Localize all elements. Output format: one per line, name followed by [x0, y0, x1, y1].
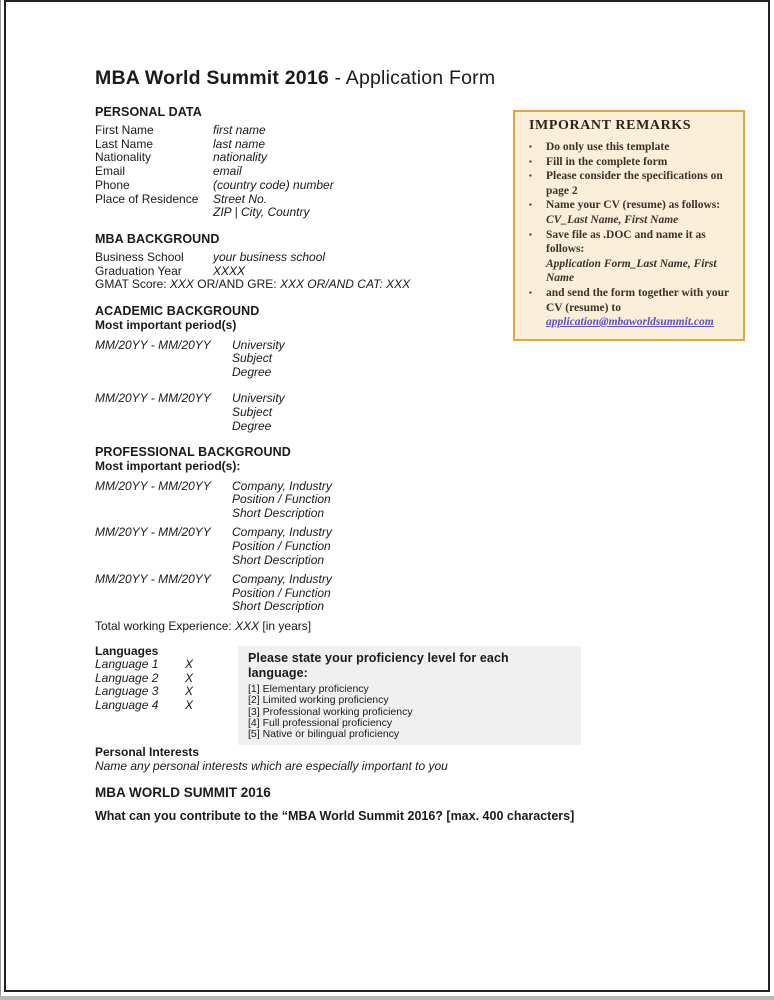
proficiency-level-5: [5] Native or bilingual proficiency [248, 728, 400, 741]
proficiency-level-2: [2] Limited working proficiency [248, 694, 389, 707]
proficiency-legend-title: Please state your proficiency level for each language: [248, 650, 509, 680]
page-edge-line [0, 0, 1, 1000]
remarks-list [527, 140, 735, 330]
remark-text: and send the form together with your CV (resume) to [546, 286, 729, 314]
period-details[interactable] [232, 480, 332, 521]
field-value[interactable]: XXXX [213, 263, 246, 278]
important-remarks-box [513, 110, 745, 341]
remark-filename: CV_Last Name, First Name [546, 213, 679, 226]
field-label: Nationality [95, 150, 152, 165]
period-date[interactable]: MM/20YY - MM/20YY [95, 391, 211, 406]
period-line: Company, Industry [232, 525, 332, 540]
period-line: Short Description [232, 505, 325, 520]
bullet-icon: ▪ [529, 229, 532, 239]
remark-item [527, 228, 735, 286]
remark-item [527, 155, 735, 170]
period-date[interactable]: MM/20YY - MM/20YY [95, 572, 211, 587]
language-level[interactable]: X [185, 684, 194, 699]
period-line: Position / Function [232, 585, 331, 600]
academic-period-row [95, 339, 715, 380]
remarks-heading: IMPORANT REMARKS [529, 118, 692, 133]
gre-label: OR/AND GRE: [193, 277, 280, 292]
period-line: Degree [232, 364, 272, 379]
page-shadow [0, 996, 774, 1000]
language-name[interactable]: Language 3 [95, 684, 159, 699]
section-mba-background: MBA BACKGROUND [95, 231, 220, 246]
period-line: Subject [232, 404, 273, 419]
section-academic-background: ACADEMIC BACKGROUND [95, 304, 260, 319]
gmat-value[interactable]: XXX [169, 277, 194, 292]
field-label: Business School [95, 249, 184, 264]
remark-item [527, 140, 735, 155]
period-date[interactable]: MM/20YY - MM/20YY [95, 337, 211, 352]
page-title-suffix: - Application Form [328, 67, 496, 89]
period-date[interactable]: MM/20YY - MM/20YY [95, 525, 211, 540]
remark-text-group [546, 228, 735, 286]
period-details[interactable] [232, 573, 332, 614]
proficiency-level-4: [4] Full professional proficiency [248, 716, 393, 729]
language-name[interactable]: Language 2 [95, 670, 159, 685]
period-line: Position / Function [232, 492, 331, 507]
remark-text: Please consider the specifications on page 2 [546, 170, 723, 197]
remark-item [527, 169, 735, 198]
remark-text: Do only use this template [546, 141, 670, 153]
field-value[interactable]: email [213, 164, 242, 179]
academic-period-row [95, 392, 715, 433]
proficiency-level-1: [1] Elementary proficiency [248, 682, 369, 695]
academic-subheading: Most important period(s) [95, 318, 237, 333]
remark-text: Fill in the complete form [546, 155, 668, 168]
field-label: Email [95, 164, 126, 179]
bullet-icon: ▪ [529, 287, 532, 297]
proficiency-level-3: [3] Professional working proficiency [248, 705, 413, 718]
language-level[interactable]: X [185, 698, 194, 713]
language-row [95, 699, 238, 713]
section-personal-interests: Personal Interests [95, 745, 200, 760]
language-row [95, 672, 238, 686]
period-line: Position / Function [232, 538, 331, 553]
professional-subheading: Most important period(s): [95, 459, 241, 474]
language-level[interactable]: X [185, 656, 194, 671]
bullet-icon: ▪ [529, 200, 532, 210]
application-email-link[interactable]: application@mbaworldsummit.com [546, 316, 714, 329]
total-experience-unit: [in years] [259, 618, 312, 633]
bullet-icon: ▪ [529, 171, 532, 181]
languages-list [95, 644, 238, 713]
period-line: University [232, 337, 285, 352]
language-name[interactable]: Language 4 [95, 698, 159, 713]
language-name[interactable]: Language 1 [95, 656, 159, 671]
section-mba-world-summit: MBA WORLD SUMMIT 2016 [95, 784, 271, 800]
gre-cat-values[interactable]: XXX OR/AND CAT: XXX [279, 277, 411, 292]
personal-interests-note[interactable]: Name any personal interests which are especially important to you [95, 759, 448, 774]
field-value[interactable]: Street No. [213, 191, 268, 206]
field-value[interactable]: nationality [213, 150, 268, 165]
total-experience-value[interactable]: XXX [235, 618, 260, 633]
field-value[interactable]: ZIP | City, Country [213, 205, 310, 220]
field-label: Last Name [95, 136, 154, 151]
remark-item [527, 286, 735, 330]
period-date[interactable]: MM/20YY - MM/20YY [95, 478, 211, 493]
period-line: Company, Industry [232, 478, 332, 493]
language-row [95, 685, 238, 699]
remark-text: Save file as .DOC and name it as follows: [546, 228, 706, 256]
field-value-group [213, 193, 309, 220]
total-experience-label: Total working Experience: [95, 618, 236, 633]
professional-period-row [95, 480, 715, 521]
field-value[interactable]: your business school [213, 249, 326, 264]
period-details[interactable] [232, 392, 285, 433]
period-details[interactable] [232, 526, 332, 567]
section-personal-data: PERSONAL DATA [95, 105, 202, 119]
period-line: Short Description [232, 552, 325, 567]
field-label: Graduation Year [95, 263, 182, 278]
languages-section [95, 644, 715, 745]
summit-contribution-question: What can you contribute to the “MBA World Summit 2016? [max. 400 characters] [95, 808, 575, 823]
total-experience-line [95, 619, 715, 633]
remark-item [527, 198, 735, 227]
bullet-icon: ▪ [529, 142, 532, 151]
remark-text: Name your CV (resume) as follows: [546, 199, 721, 212]
section-professional-background: PROFESSIONAL BACKGROUND [95, 445, 291, 460]
period-line: Degree [232, 418, 272, 433]
professional-period-row [95, 526, 715, 567]
field-label: First Name [95, 123, 154, 137]
field-label: Place of Residence [95, 191, 199, 206]
period-line: University [232, 391, 285, 406]
proficiency-legend-box [238, 646, 581, 745]
remark-filename: Application Form_Last Name, First Name [546, 257, 717, 285]
bullet-icon: ▪ [529, 156, 532, 166]
professional-period-row [95, 573, 715, 614]
language-level[interactable]: X [185, 670, 194, 685]
period-line: Company, Industry [232, 572, 332, 587]
language-row [95, 658, 238, 672]
period-line: Short Description [232, 599, 325, 614]
field-value[interactable]: first name [213, 123, 266, 137]
period-line: Subject [232, 351, 273, 366]
gmat-label: GMAT Score: [95, 277, 170, 292]
languages-heading: Languages [95, 643, 159, 658]
field-value[interactable]: (country code) number [213, 177, 334, 192]
page-title-main: MBA World Summit 2016 [95, 67, 329, 89]
field-label: Phone [95, 177, 130, 192]
period-details[interactable] [232, 339, 285, 380]
remark-text-group [546, 198, 735, 227]
remark-text-group [546, 286, 735, 330]
page-title [95, 66, 715, 91]
field-value[interactable]: last name [213, 136, 266, 151]
